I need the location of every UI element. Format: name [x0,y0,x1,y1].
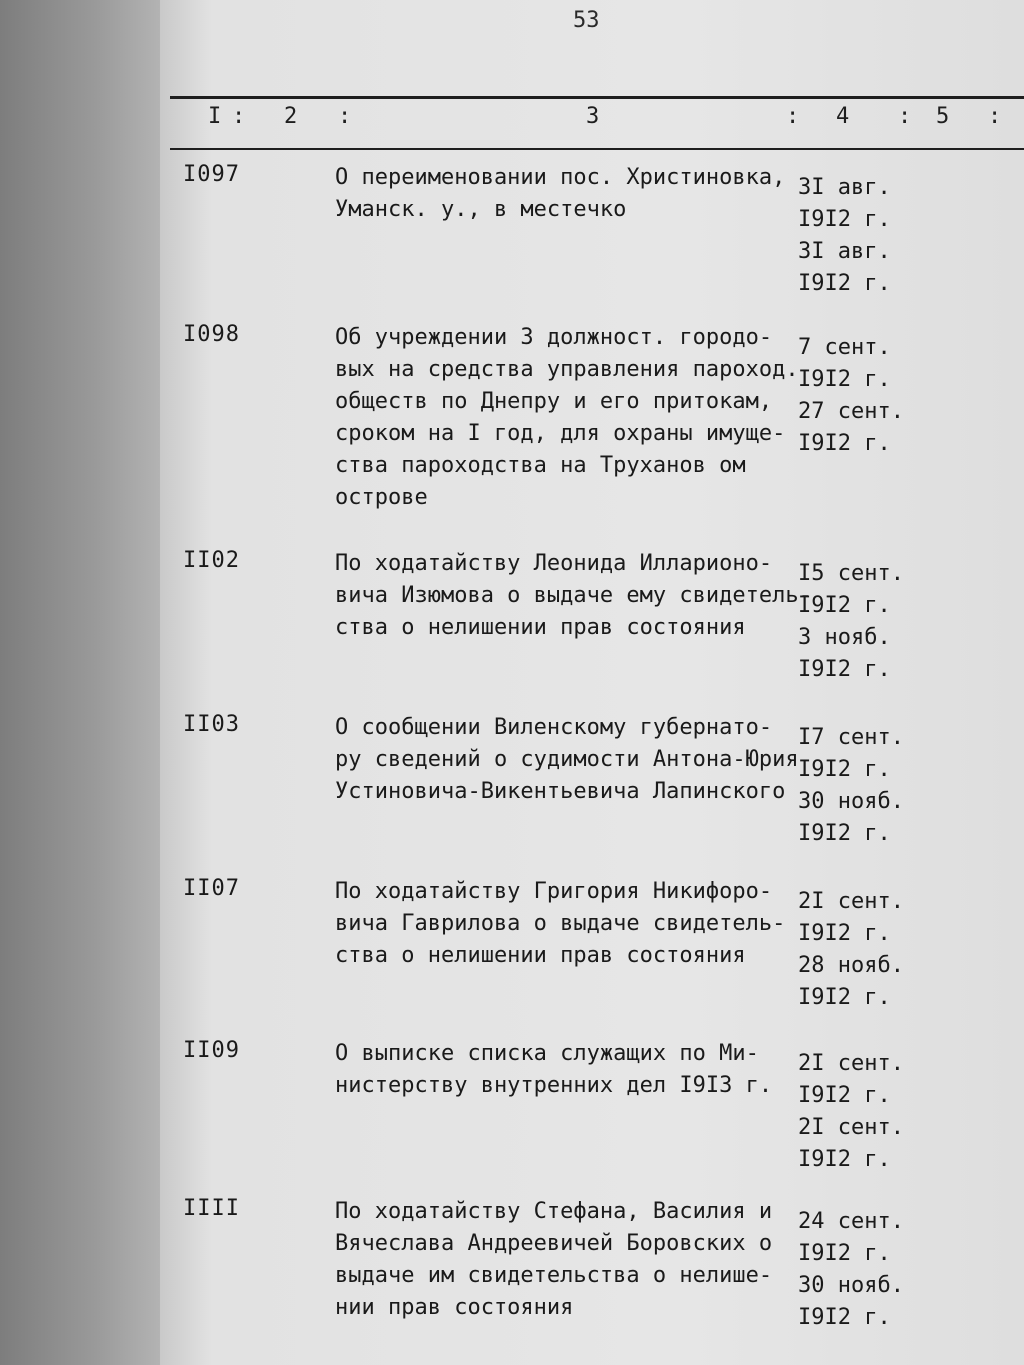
description-line: Вячеслава Андреевичей Боровских о [335,1231,773,1256]
entry-number: II09 [183,1038,240,1063]
date-line: I9I2 г. [798,271,891,296]
date-line: 7 сент. [798,335,891,360]
date-line: I5 сент. [798,561,904,586]
header-col-5: 5 [936,104,950,129]
description-line: Об учреждении 3 должност. городо- [335,325,773,350]
entry-dates [798,332,904,460]
date-line: 2I сент. [798,1115,904,1140]
header-col-3: 3 [586,104,600,129]
header-col-2: 2 [284,104,298,129]
description-line: вича Гаврилова о выдаче свидетель- [335,911,786,936]
description-line: вых на средства управления пароход. [335,357,799,382]
header-bottom-rule [170,148,1024,150]
description-line: О сообщении Виленскому губернато- [335,715,773,740]
date-line: I9I2 г. [798,207,891,232]
date-line: 30 нояб. [798,1273,904,1298]
date-line: I9I2 г. [798,1305,891,1330]
date-line: I9I2 г. [798,1241,891,1266]
header-top-rule [170,96,1024,99]
date-line: I9I2 г. [798,757,891,782]
header-col-4: 4 [836,104,850,129]
description-line: По ходатайству Григория Никифоро- [335,879,773,904]
date-line: I9I2 г. [798,1083,891,1108]
description-line: сроком на I год, для охраны имуще- [335,421,786,446]
entry-description [335,876,805,972]
date-line: I7 сент. [798,725,904,750]
description-line: острове [335,485,428,510]
entry-number: II07 [183,876,240,901]
date-line: 30 нояб. [798,789,904,814]
header-sep-5: : [988,104,1002,129]
description-line: нистерству внутренних дел I9I3 г. [335,1073,773,1098]
date-line: 24 сент. [798,1209,904,1234]
entry-description [335,548,812,644]
date-line: I9I2 г. [798,657,891,682]
date-line: I9I2 г. [798,367,891,392]
header-sep-3: : [786,104,800,129]
header-col-1: I [208,104,222,129]
date-line: 2I сент. [798,1051,904,1076]
page-number: 53 [573,8,600,33]
header-sep-1: : [232,104,246,129]
entry-number: I097 [183,162,240,187]
entry-description [335,712,805,808]
description-line: обществ по Днепру и его притокам, [335,389,773,414]
description-line: выдаче им свидетельства о нелише- [335,1263,773,1288]
date-line: I9I2 г. [798,821,891,846]
description-line: вича Изюмова о выдаче ему свидетель- [335,583,812,608]
description-line: По ходатайству Леонида Илларионо- [335,551,773,576]
date-line: 2I сент. [798,889,904,914]
description-line: О выписке списка служащих по Ми- [335,1041,759,1066]
date-line: I9I2 г. [798,921,891,946]
description-line: Устиновича-Викентьевича Лапинского [335,779,786,804]
description-line: О переименовании пос. Христиновка, [335,165,786,190]
date-line: I9I2 г. [798,985,891,1010]
entry-number: II03 [183,712,240,737]
description-line: ства о нелишении прав состояния [335,615,746,640]
entry-description [335,1196,805,1324]
description-line: ства пароходства на Труханов ом [335,453,746,478]
entry-number: II02 [183,548,240,573]
date-line: I9I2 г. [798,593,891,618]
entry-dates [798,172,891,300]
date-line: I9I2 г. [798,431,891,456]
entry-dates [798,1206,904,1334]
description-line: ства о нелишении прав состояния [335,943,746,968]
description-line: ру сведений о судимости Антона-Юрия [335,747,799,772]
entry-number: IIII [183,1196,240,1221]
entry-number: I098 [183,322,240,347]
header-sep-4: : [898,104,912,129]
date-line: I9I2 г. [798,1147,891,1172]
entry-description [335,1038,805,1102]
date-line: 28 нояб. [798,953,904,978]
adjacent-page-edge [0,0,160,1365]
header-sep-2: : [338,104,352,129]
date-line: 3 нояб. [798,625,891,650]
entry-dates [798,558,904,686]
entry-dates [798,886,904,1014]
description-line: нии прав состояния [335,1295,574,1320]
entry-description [335,322,805,514]
date-line: 27 сент. [798,399,904,424]
description-line: Уманск. у., в местечко [335,197,627,222]
date-line: 3I авг. [798,175,891,200]
entry-dates [798,722,904,850]
entry-description [335,162,805,226]
description-line: По ходатайству Стефана, Василия и [335,1199,773,1224]
date-line: 3I авг. [798,239,891,264]
entry-dates [798,1048,904,1176]
